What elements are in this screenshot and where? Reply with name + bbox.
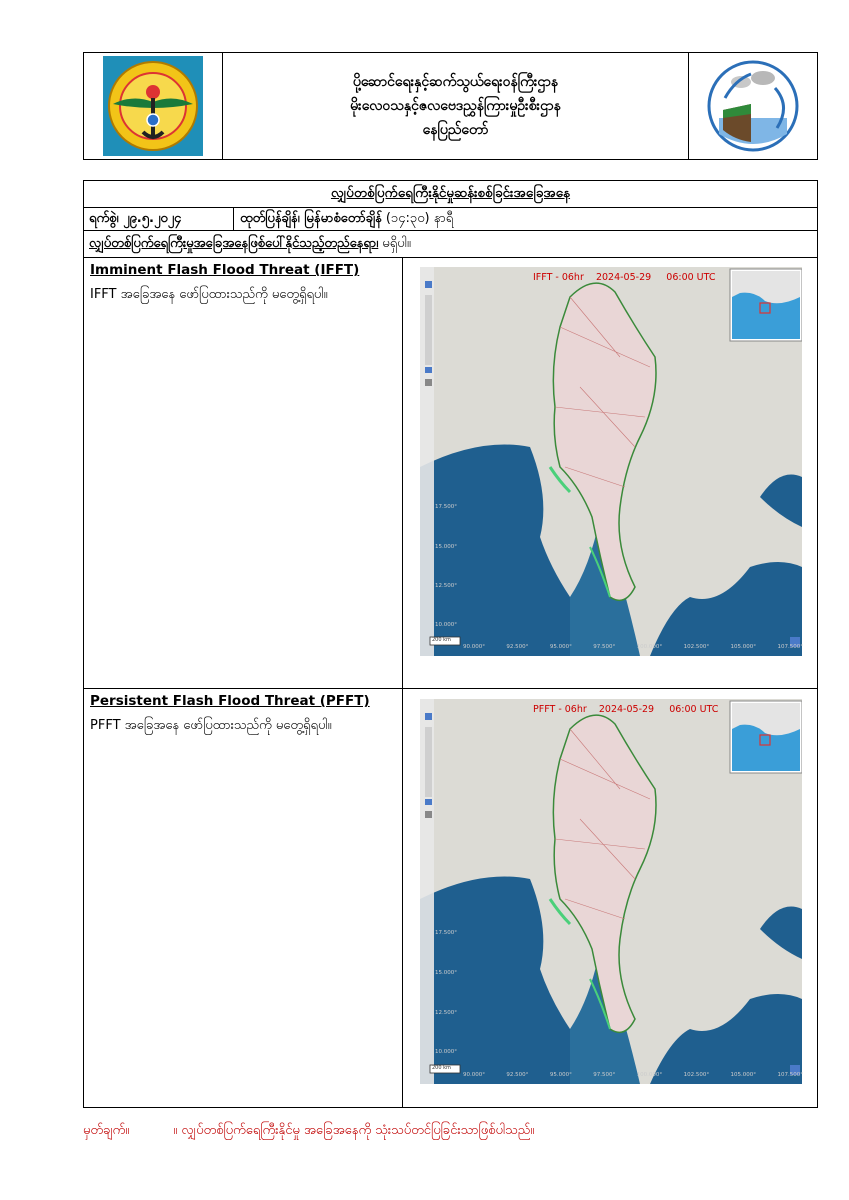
ifft-title: Imminent Flash Flood Threat (IFFT) [90, 262, 360, 278]
ifft-lon-1: 90.000° [463, 644, 485, 650]
pfft-map-label: PFFT - 06hr [533, 704, 587, 715]
pfft-lon-2: 92.500° [506, 1072, 529, 1078]
pfft-lon-4: 97.500° [593, 1072, 616, 1078]
pfft-lat-3: 12.500° [435, 1010, 457, 1016]
ifft-section [84, 258, 817, 689]
ifft-lon-2: 92.500° [506, 644, 529, 650]
ifft-lon-3: 95.000° [549, 644, 572, 650]
pfft-lon-1: 90.000° [463, 1072, 485, 1078]
pfft-map-time: 06:00 UTC [669, 704, 719, 715]
letterhead-title [223, 53, 688, 159]
pfft-lon-3: 95.000° [549, 1072, 572, 1078]
report-title: လျှပ်တစ်ပြက်ရေကြီးနိုင်မှုဆန်းစစ်ခြင်းအခြေအနေ [84, 181, 817, 208]
pfft-title: Persistent Flash Flood Threat (PFFT) [90, 693, 370, 709]
ifft-lat-4: 10.000° [435, 622, 457, 628]
department-name: မိုးလေဝသနှင့်ဇလဗေဒညွှန်ကြားမှုဦးစီးဌာန [350, 98, 561, 114]
water-cycle-emblem-icon [705, 58, 801, 154]
pfft-map-caption [533, 704, 718, 715]
ifft-map-cell [403, 258, 817, 688]
threat-location-value: မရှိပါ။ [382, 235, 411, 251]
issue-time-label: ထုတ်ပြန်ချိန်၊ မြန်မာစံတော်ချိန် [240, 210, 382, 226]
ifft-lon-8: 107.500° [777, 644, 803, 650]
ifft-map-scale: 200 km [432, 637, 451, 643]
pfft-lon-7: 105.000° [730, 1072, 757, 1078]
ifft-map-caption [533, 272, 716, 283]
pfft-map-cell [403, 689, 817, 1107]
pfft-description: PFFT အခြေအနေ ဖော်ပြထားသည်ကို မတွေ့ရှိရပါ။ [90, 718, 332, 733]
report-date: ရက်စွဲ၊ ၂၉.၅.၂၀၂၄ [84, 208, 234, 230]
pfft-text-cell [84, 689, 403, 1107]
ifft-lon-6: 102.500° [683, 644, 710, 650]
ifft-lon-7: 105.000° [730, 644, 757, 650]
ifft-map-label: IFFT - 06hr [533, 272, 584, 283]
ifft-map-date: 2024-05-29 [595, 272, 652, 283]
ministry-name: ပို့ဆောင်ရေးနှင့်ဆက်သွယ်ရေးဝန်ကြီးဌာန [352, 74, 559, 90]
pfft-map-date: 2024-05-29 [598, 704, 655, 715]
ifft-lon-4: 97.500° [593, 644, 616, 650]
footnote-label: မှတ်ချက်။ [83, 1123, 130, 1138]
pfft-lat-2: 15.000° [435, 970, 457, 976]
threat-location-label: လျှပ်တစ်ပြက်ရေကြီးမှုအခြေအနေဖြစ်ပေါ်နိုင်သည့်တည်နေရာ၊ [89, 235, 379, 251]
ifft-map-time: 06:00 UTC [666, 272, 716, 283]
ifft-lat-3: 12.500° [435, 583, 457, 589]
pfft-map [420, 699, 802, 1084]
pfft-lon-labels [463, 1072, 803, 1078]
flash-flood-report-table [83, 180, 818, 1108]
ifft-lon-5: 100.000° [636, 644, 663, 650]
dept-logo-cell [688, 53, 817, 159]
pfft-lat-1: 17.500° [435, 930, 457, 936]
pfft-lat-4: 10.000° [435, 1049, 457, 1055]
ministry-emblem-icon [103, 56, 203, 156]
issue-time-value: (၁၄:၃၀) နာရီ [385, 210, 454, 226]
city-name: နေပြည်တော် [422, 122, 489, 138]
ifft-map [420, 267, 802, 656]
ifft-text-cell [84, 258, 403, 688]
ifft-lat-2: 15.000° [435, 544, 457, 550]
pfft-lon-5: 100.000° [636, 1072, 663, 1078]
ministry-logo-cell [84, 53, 223, 159]
pfft-map-scale: 200 km [432, 1065, 451, 1071]
ifft-description: IFFT အခြေအနေ ဖော်ပြထားသည်ကို မတွေ့ရှိရပါ။ [90, 287, 328, 302]
ifft-lon-labels [463, 644, 803, 650]
threat-location-row [84, 231, 817, 258]
pfft-section [84, 689, 817, 1107]
ifft-lat-1: 17.500° [435, 504, 457, 510]
pfft-lon-8: 107.500° [777, 1072, 803, 1078]
pfft-lon-6: 102.500° [683, 1072, 710, 1078]
footnote [83, 1122, 534, 1141]
issue-time [234, 208, 817, 230]
footnote-text: ။ လျှပ်တစ်ပြက်ရေကြီးနိုင်မှု အခြေအနေကို သုံးသပ်တင်ပြခြင်းသာဖြစ်ပါသည်။ [173, 1123, 535, 1138]
letterhead [83, 52, 818, 160]
date-row [84, 208, 817, 231]
